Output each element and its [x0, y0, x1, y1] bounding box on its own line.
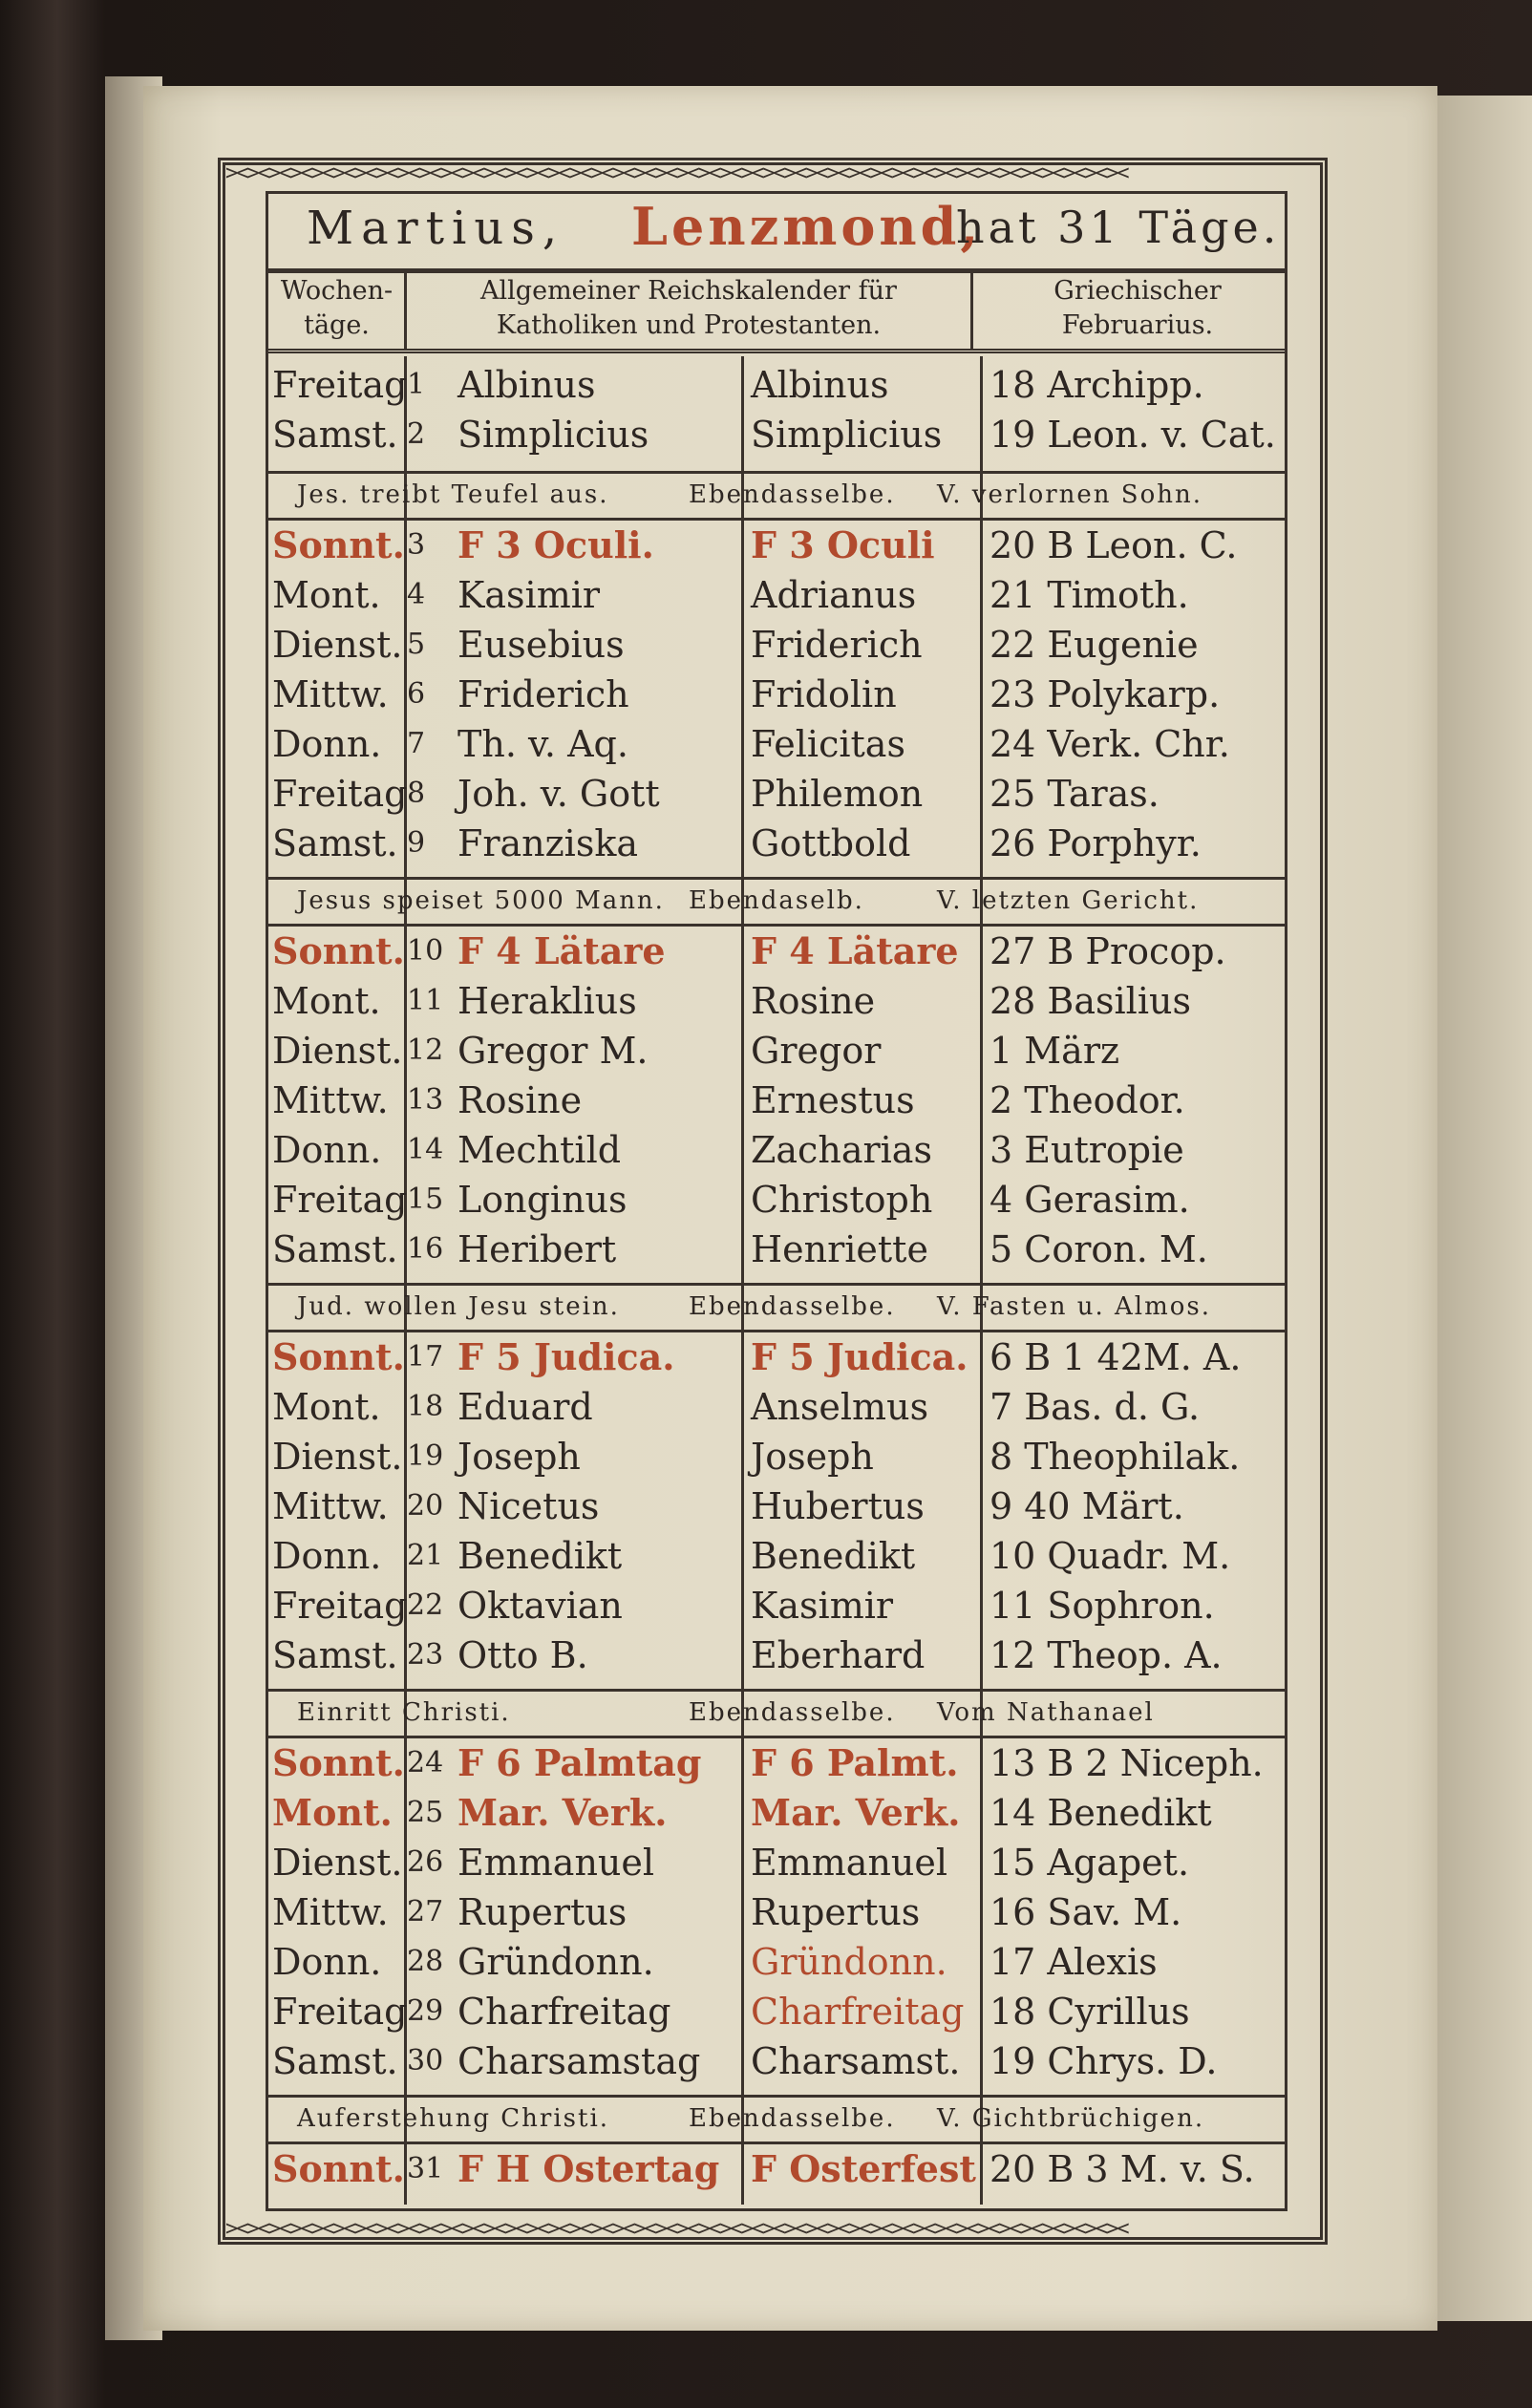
- gospel-protestant: Ebendasselbe.: [689, 1698, 896, 1727]
- greek-calendar-entry: 2 Theodor.: [989, 1079, 1185, 1121]
- greek-calendar-entry: 7 Bas. d. G.: [989, 1386, 1201, 1428]
- saint-protestant: Gründonn.: [751, 1941, 947, 1983]
- weekday-cell: Donn.: [272, 1129, 382, 1171]
- weekday-cell: Dienst.: [272, 1030, 403, 1072]
- saint-catholic: Simplicius: [457, 414, 649, 456]
- calendar-row: [268, 1739, 1285, 1789]
- weekday-cell: Mittw.: [272, 1485, 389, 1527]
- saint-protestant: Mar. Verk.: [751, 1791, 961, 1834]
- calendar-row: [268, 1433, 1285, 1482]
- greek-calendar-entry: 19 Chrys. D.: [989, 2040, 1218, 2082]
- date-number: 16: [407, 1232, 444, 1266]
- weekday-cell: Dienst.: [272, 1842, 403, 1884]
- weekday-cell: Freitag: [272, 364, 408, 406]
- gospel-protestant: Ebendasselbe.: [689, 2104, 896, 2133]
- saint-protestant: Christoph: [751, 1179, 933, 1221]
- saint-catholic: Th. v. Aq.: [457, 723, 628, 765]
- calendar-row: [268, 820, 1285, 869]
- saint-catholic: Eduard: [457, 1386, 593, 1428]
- saint-protestant: Philemon: [751, 773, 924, 815]
- weekday-cell: Samst.: [272, 1634, 398, 1676]
- gospel-row-1: [268, 471, 1285, 521]
- saint-catholic: Emmanuel: [457, 1842, 655, 1884]
- saint-catholic: Oktavian: [457, 1585, 623, 1627]
- date-number: 2: [407, 417, 426, 451]
- greek-calendar-entry: 25 Taras.: [989, 773, 1160, 815]
- date-number: 17: [407, 1340, 444, 1374]
- calendar-table: [266, 191, 1287, 2211]
- greek-calendar-entry: 20 B Leon. C.: [989, 524, 1238, 566]
- date-number: 14: [407, 1133, 444, 1166]
- weekday-cell: Mittw.: [272, 673, 389, 715]
- greek-calendar-entry: 21 Timoth.: [989, 574, 1189, 616]
- saint-catholic: Charfreitag: [457, 1991, 671, 2033]
- calendar-row: [268, 1126, 1285, 1176]
- date-number: 25: [407, 1796, 444, 1829]
- calendar-row: [268, 671, 1285, 720]
- saint-catholic: Friderich: [457, 673, 629, 715]
- date-number: 24: [407, 1746, 444, 1779]
- saint-protestant: Benedikt: [751, 1535, 916, 1577]
- weekday-cell: Donn.: [272, 1941, 382, 1983]
- weekday-cell: Mittw.: [272, 1079, 389, 1121]
- gospel-row-3: [268, 1283, 1285, 1332]
- saint-protestant: Charfreitag: [751, 1991, 965, 2033]
- date-number: 15: [407, 1183, 444, 1216]
- date-number: 3: [407, 528, 426, 562]
- date-number: 12: [407, 1034, 444, 1067]
- saint-protestant: F 5 Judica.: [751, 1335, 968, 1378]
- calendar-row: [268, 621, 1285, 671]
- weekday-cell: Donn.: [272, 723, 382, 765]
- weekday-cell: Freitag: [272, 1991, 408, 2033]
- saint-catholic: Rosine: [457, 1079, 583, 1121]
- header-weekdays: Wochen-täge.: [280, 276, 394, 340]
- saint-catholic: Gregor M.: [457, 1030, 649, 1072]
- zigzag-ornament-top: ><><><><><><><><><><><><><><><><><><><><><><><><><><><><><><><><><><><><><><><><><><: [225, 161, 1128, 185]
- saint-protestant: Ernestus: [751, 1079, 915, 1121]
- saint-catholic: Benedikt: [457, 1535, 623, 1577]
- calendar-row: [268, 1176, 1285, 1225]
- date-number: 28: [407, 1945, 444, 1978]
- calendar-row: [268, 1383, 1285, 1433]
- next-page-edge: [1433, 96, 1532, 2321]
- weekday-cell: Mont.: [272, 1791, 393, 1834]
- greek-calendar-entry: 10 Quadr. M.: [989, 1535, 1231, 1577]
- calendar-row: [268, 927, 1285, 977]
- weekday-cell: Samst.: [272, 1228, 398, 1270]
- saint-catholic: Eusebius: [457, 624, 625, 666]
- greek-calendar-entry: 8 Theophilak.: [989, 1436, 1241, 1478]
- saint-protestant: Friderich: [751, 624, 923, 666]
- gospel-greek: V. letzten Gericht.: [937, 886, 1200, 915]
- calendar-row: [268, 361, 1285, 411]
- weekday-cell: Sonnt.: [272, 1741, 405, 1784]
- month-german-name: Lenzmond,: [631, 196, 983, 257]
- weekday-cell: Sonnt.: [272, 929, 405, 972]
- calendar-row: [268, 977, 1285, 1027]
- calendar-row: [268, 1582, 1285, 1631]
- saint-protestant: Rosine: [751, 980, 876, 1022]
- saint-protestant: F 3 Oculi: [751, 523, 935, 566]
- greek-calendar-entry: 28 Basilius: [989, 980, 1191, 1022]
- gospel-protestant: Ebendaselb.: [689, 886, 864, 915]
- saint-catholic: Kasimir: [457, 574, 601, 616]
- weekday-cell: Dienst.: [272, 1436, 403, 1478]
- calendar-row: [268, 1631, 1285, 1681]
- title-row: [268, 194, 1285, 273]
- saint-catholic: Heraklius: [457, 980, 637, 1022]
- saint-protestant: Fridolin: [751, 673, 897, 715]
- month-title: Martius,: [307, 202, 565, 255]
- calendar-row: [268, 522, 1285, 571]
- gospel-protestant: Ebendasselbe.: [689, 480, 896, 509]
- calendar-row: [268, 2037, 1285, 2087]
- weekday-cell: Mont.: [272, 980, 381, 1022]
- weekday-cell: Mont.: [272, 1386, 381, 1428]
- weekday-cell: Sonnt.: [272, 1335, 405, 1378]
- calendar-row: [268, 1988, 1285, 2037]
- date-number: 26: [407, 1845, 444, 1879]
- calendar-row: [268, 1482, 1285, 1532]
- weekday-cell: Sonnt.: [272, 523, 405, 566]
- saint-protestant: Zacharias: [751, 1129, 932, 1171]
- saint-catholic: F H Ostertag: [457, 2147, 720, 2190]
- greek-calendar-entry: 14 Benedikt: [989, 1792, 1212, 1834]
- date-number: 19: [407, 1439, 444, 1473]
- calendar-row: [268, 1532, 1285, 1582]
- date-number: 7: [407, 727, 426, 760]
- gospel-row-5: [268, 2095, 1285, 2144]
- gospel-protestant: Ebendasselbe.: [689, 1292, 896, 1321]
- date-number: 10: [407, 934, 444, 968]
- calendar-row: [268, 770, 1285, 820]
- calendar-row: [268, 1938, 1285, 1988]
- saint-protestant: Charsamst.: [751, 2040, 961, 2082]
- greek-calendar-entry: 26 Porphyr.: [989, 822, 1202, 864]
- calendar-row: [268, 1027, 1285, 1076]
- saint-catholic: Mechtild: [457, 1129, 622, 1171]
- saint-protestant: Adrianus: [751, 574, 917, 616]
- saint-catholic: Nicetus: [457, 1485, 600, 1527]
- greek-calendar-entry: 13 B 2 Niceph.: [989, 1742, 1264, 1784]
- greek-calendar-entry: 16 Sav. M.: [989, 1891, 1182, 1933]
- saint-protestant: Gottbold: [751, 822, 911, 864]
- greek-calendar-entry: 15 Agapet.: [989, 1842, 1190, 1884]
- gospel-greek: V. verlornen Sohn.: [937, 480, 1203, 509]
- greek-calendar-entry: 11 Sophron.: [989, 1585, 1215, 1627]
- gospel-catholic: Jesus speiset 5000 Mann.: [297, 886, 665, 915]
- saint-catholic: Charsamstag: [457, 2040, 701, 2082]
- saint-protestant: Gregor: [751, 1030, 882, 1072]
- gospel-catholic: Jes. treibt Teufel aus.: [297, 480, 609, 509]
- calendar-row: [268, 1225, 1285, 1275]
- header-greek-calendar: Griechischer Februarius.: [1053, 276, 1222, 340]
- date-number: 9: [407, 826, 426, 860]
- gospel-greek: V. Fasten u. Almos.: [937, 1292, 1212, 1321]
- saint-protestant: Anselmus: [751, 1386, 929, 1428]
- date-number: 29: [407, 1994, 444, 2028]
- greek-calendar-entry: 17 Alexis: [989, 1941, 1158, 1983]
- weekday-cell: Samst.: [272, 822, 398, 864]
- greek-calendar-entry: 19 Leon. v. Cat.: [989, 414, 1276, 456]
- gospel-greek: Vom Nathanael: [937, 1698, 1155, 1727]
- date-number: 20: [407, 1489, 444, 1523]
- calendar-row: [268, 411, 1285, 460]
- saint-catholic: F 3 Oculi.: [457, 523, 654, 566]
- weekday-cell: Sonnt.: [272, 2147, 405, 2190]
- saint-protestant: Rupertus: [751, 1891, 921, 1933]
- date-number: 30: [407, 2044, 444, 2078]
- weekday-cell: Freitag: [272, 1179, 408, 1221]
- greek-calendar-entry: 1 März: [989, 1030, 1120, 1072]
- saint-protestant: Henriette: [751, 1228, 928, 1270]
- weekday-cell: Freitag: [272, 1585, 408, 1627]
- calendar-row: [268, 571, 1285, 621]
- calendar-row: [268, 1076, 1285, 1126]
- calendar-row: [268, 2145, 1285, 2195]
- date-number: 27: [407, 1895, 444, 1929]
- saint-catholic: Otto B.: [457, 1634, 588, 1676]
- date-number: 4: [407, 578, 426, 611]
- weekday-cell: Dienst.: [272, 624, 403, 666]
- saint-protestant: Felicitas: [751, 723, 905, 765]
- saint-catholic: Heribert: [457, 1228, 617, 1270]
- date-number: 6: [407, 677, 426, 711]
- saint-catholic: Mar. Verk.: [457, 1791, 668, 1834]
- date-number: 21: [407, 1539, 444, 1572]
- gospel-row-2: [268, 877, 1285, 927]
- greek-calendar-entry: 9 40 Märt.: [989, 1485, 1184, 1527]
- days-count: hat 31 Täge.: [956, 202, 1281, 253]
- saint-protestant: Albinus: [751, 364, 889, 406]
- saint-protestant: F 4 Lätare: [751, 929, 959, 972]
- saint-protestant: Kasimir: [751, 1585, 894, 1627]
- saint-protestant: Eberhard: [751, 1634, 926, 1676]
- greek-calendar-entry: 18 Cyrillus: [989, 1991, 1190, 2033]
- greek-calendar-entry: 23 Polykarp.: [989, 673, 1221, 715]
- greek-calendar-entry: 22 Eugenie: [989, 624, 1199, 666]
- greek-calendar-entry: 4 Gerasim.: [989, 1179, 1190, 1221]
- greek-calendar-entry: 27 B Procop.: [989, 930, 1226, 972]
- saint-protestant: Hubertus: [751, 1485, 925, 1527]
- saint-catholic: F 4 Lätare: [457, 929, 666, 972]
- date-number: 31: [407, 2152, 444, 2185]
- greek-calendar-entry: 12 Theop. A.: [989, 1634, 1223, 1676]
- saint-catholic: Albinus: [457, 364, 596, 406]
- gospel-catholic: Einritt Christi.: [297, 1698, 511, 1727]
- saint-catholic: F 6 Palmtag: [457, 1741, 702, 1784]
- saint-catholic: Rupertus: [457, 1891, 628, 1933]
- zigzag-ornament-bottom: ><><><><><><><><><><><><><><><><><><><><><><><><><><><><><><><><><><><><><><><><><><: [225, 2217, 1128, 2241]
- greek-calendar-entry: 3 Eutropie: [989, 1129, 1184, 1171]
- weekday-cell: Mont.: [272, 574, 381, 616]
- gospel-row-4: [268, 1689, 1285, 1738]
- calendar-row: [268, 1789, 1285, 1839]
- greek-calendar-entry: 20 B 3 M. v. S.: [989, 2148, 1255, 2190]
- date-number: 11: [407, 984, 444, 1017]
- saint-protestant: Simplicius: [751, 414, 943, 456]
- saint-catholic: Joseph: [457, 1436, 581, 1478]
- weekday-cell: Samst.: [272, 414, 398, 456]
- date-number: 5: [407, 628, 426, 661]
- saint-protestant: F 6 Palmt.: [751, 1741, 959, 1784]
- gospel-catholic: Jud. wollen Jesu stein.: [297, 1292, 620, 1321]
- weekday-cell: Mittw.: [272, 1891, 389, 1933]
- date-number: 23: [407, 1638, 444, 1672]
- saint-catholic: Joh. v. Gott: [457, 773, 660, 815]
- calendar-row: [268, 720, 1285, 770]
- weekday-cell: Samst.: [272, 2040, 398, 2082]
- saint-protestant: Joseph: [751, 1436, 874, 1478]
- date-number: 18: [407, 1390, 444, 1423]
- weekday-cell: Donn.: [272, 1535, 382, 1577]
- date-number: 13: [407, 1083, 444, 1117]
- date-number: 1: [407, 368, 426, 401]
- date-number: 22: [407, 1588, 444, 1622]
- calendar-row: [268, 1333, 1285, 1383]
- saint-catholic: Gründonn.: [457, 1941, 654, 1983]
- weekday-cell: Freitag: [272, 773, 408, 815]
- date-number: 8: [407, 777, 426, 810]
- saint-protestant: Emmanuel: [751, 1842, 948, 1884]
- greek-calendar-entry: 6 B 1 42M. A.: [989, 1336, 1242, 1378]
- gospel-catholic: Auferstehung Christi.: [297, 2104, 610, 2133]
- saint-catholic: F 5 Judica.: [457, 1335, 675, 1378]
- saint-catholic: Franziska: [457, 822, 639, 864]
- saint-protestant: F Osterfest: [751, 2147, 976, 2190]
- gospel-greek: V. Gichtbrüchigen.: [937, 2104, 1205, 2133]
- greek-calendar-entry: 24 Verk. Chr.: [989, 723, 1230, 765]
- column-header-row: [268, 270, 1285, 353]
- greek-calendar-entry: 5 Coron. M.: [989, 1228, 1208, 1270]
- saint-catholic: Longinus: [457, 1179, 628, 1221]
- greek-calendar-entry: 18 Archipp.: [989, 364, 1204, 406]
- calendar-row: [268, 1839, 1285, 1888]
- header-general-calendar: Allgemeiner Reichskalender für Katholiken und Protestanten.: [480, 276, 897, 340]
- calendar-row: [268, 1888, 1285, 1938]
